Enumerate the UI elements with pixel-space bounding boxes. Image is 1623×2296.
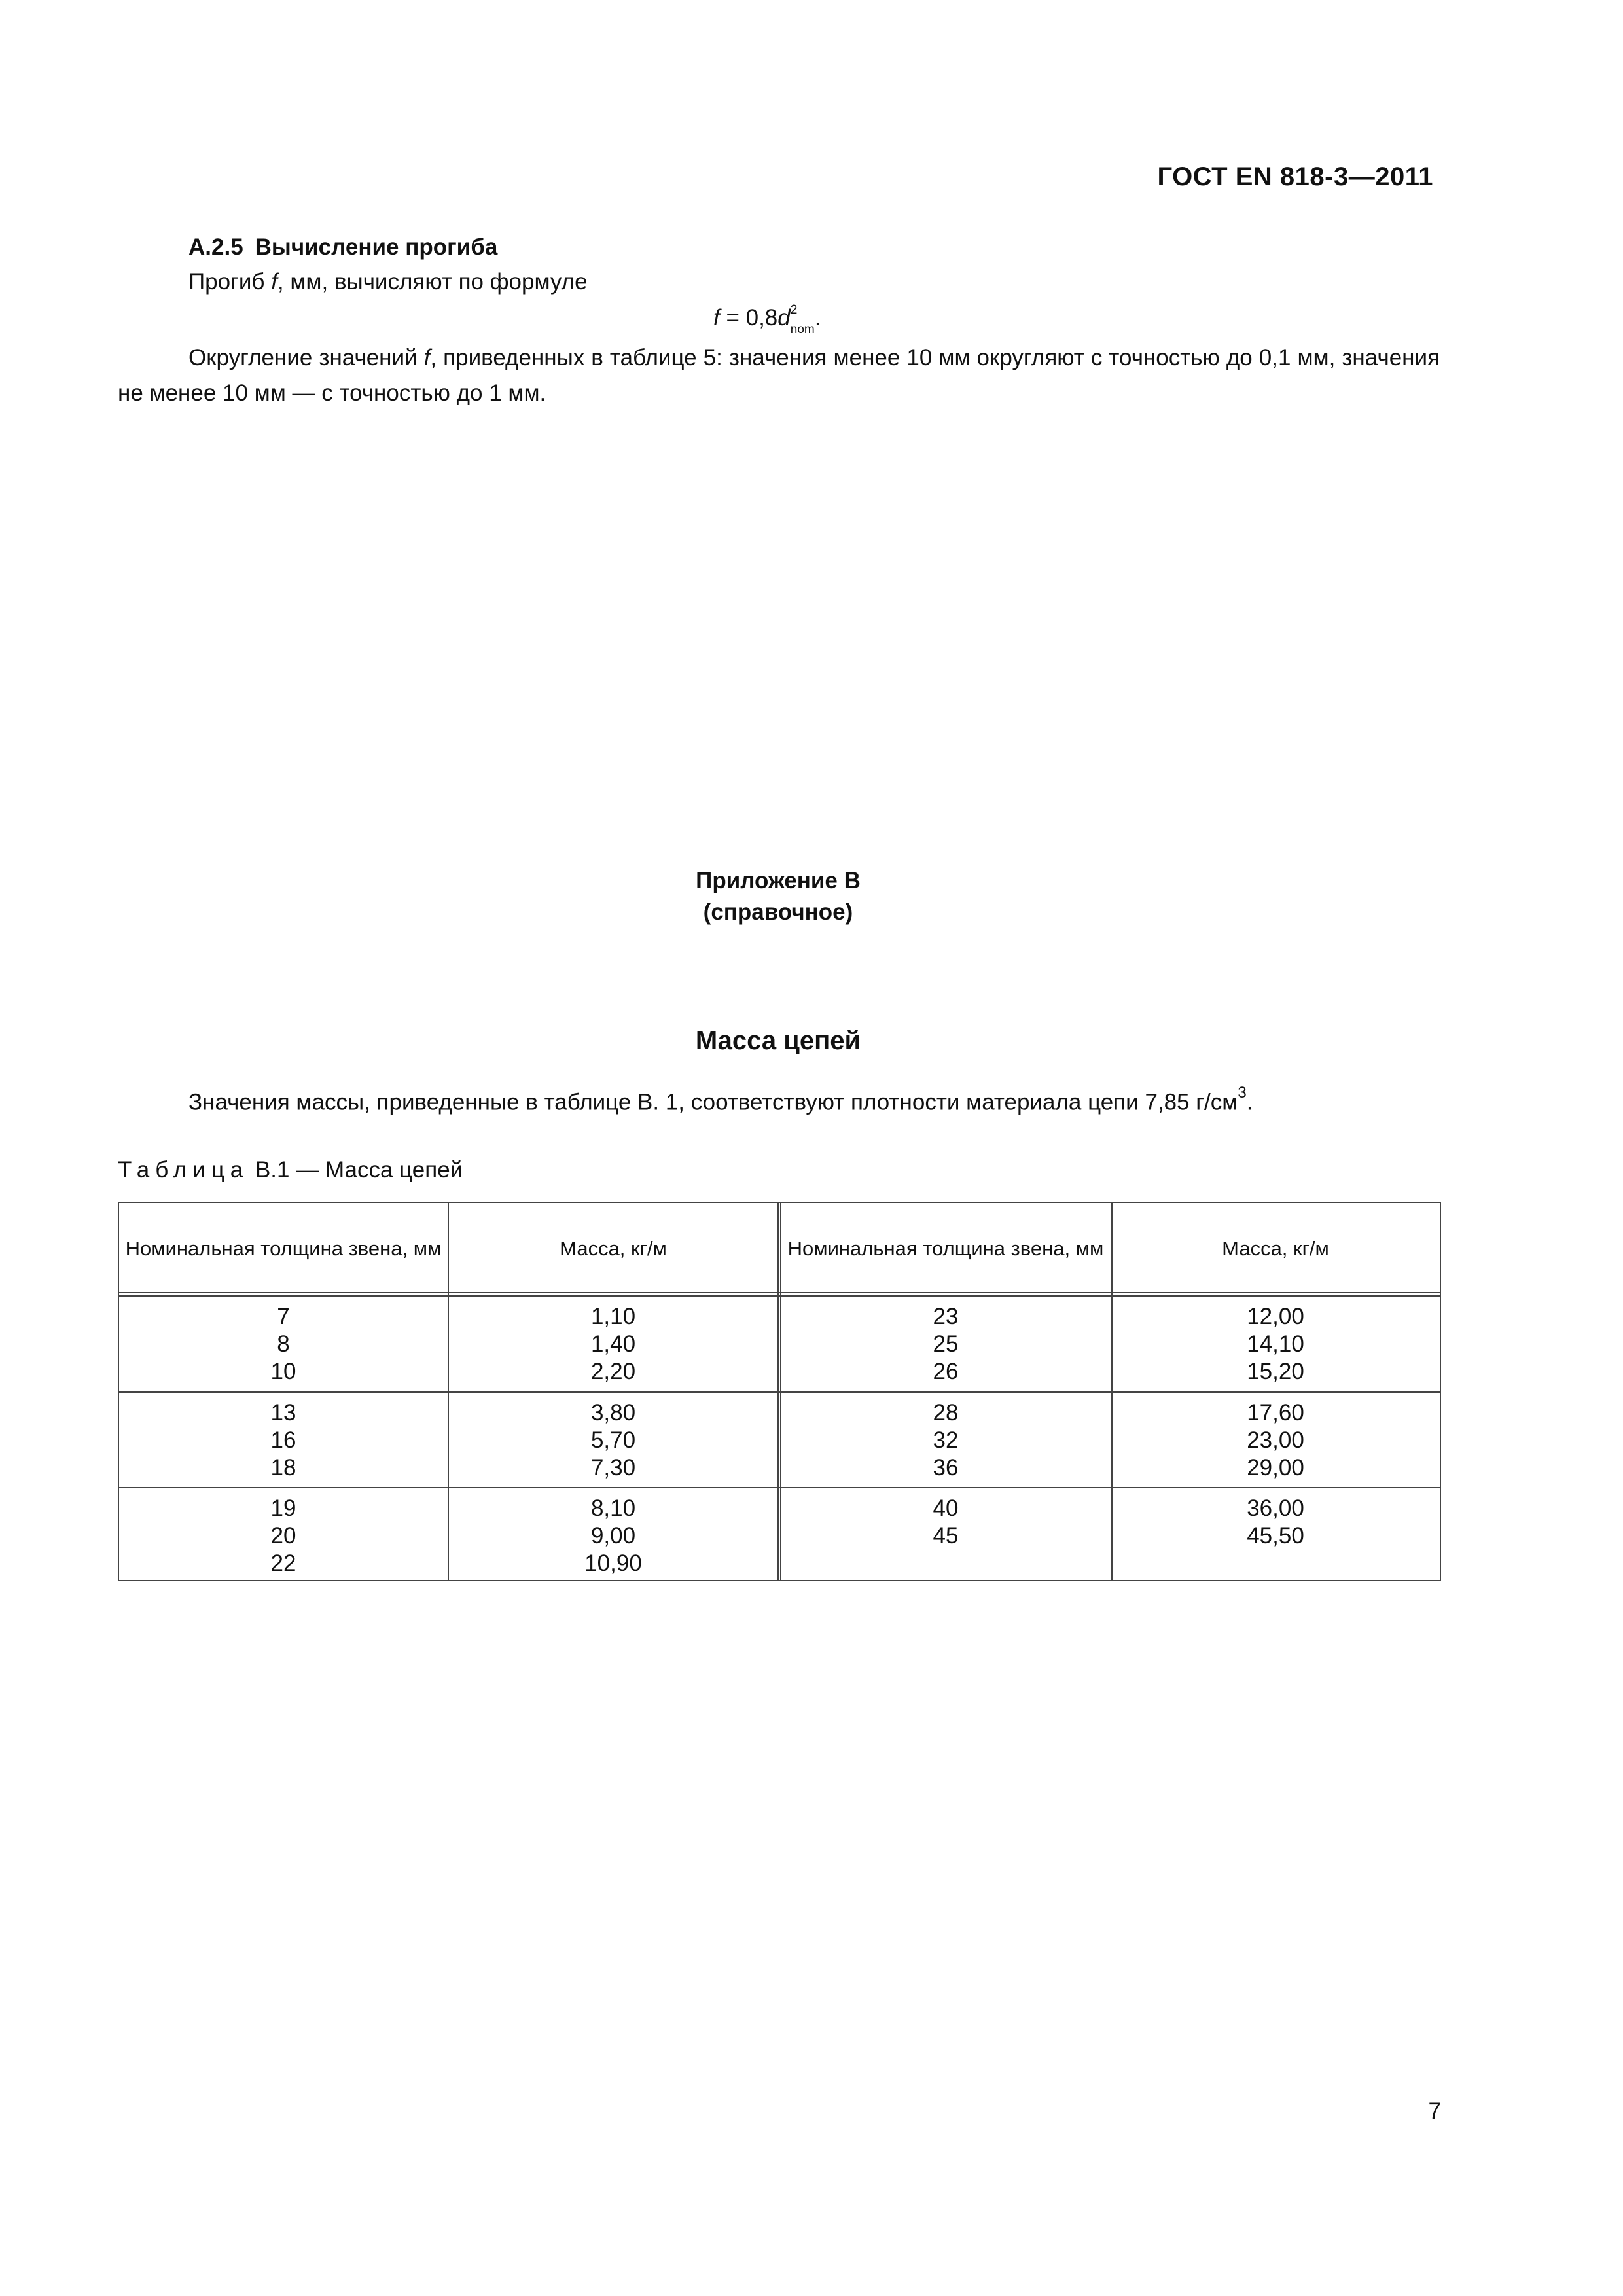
header-mass-left: Масса, кг/м — [560, 1237, 667, 1260]
table-cell: 14,10 — [1247, 1331, 1304, 1357]
group-2-mass-left — [448, 1393, 779, 1482]
density-note-end: . — [1246, 1089, 1253, 1115]
table-caption-label: Таблица — [118, 1157, 249, 1183]
rounding-suffix: , приведенных в таблице 5: значения менее 10 мм округляют с точностью до 0,1 мм, значения не менее 10 мм — с точностью до 1 мм. — [118, 345, 1440, 406]
chain-mass-table — [118, 1202, 1441, 1581]
group-3-thickness-left — [119, 1488, 448, 1577]
table-cell: 17,60 — [1247, 1400, 1304, 1426]
group-2-mass-right — [1111, 1393, 1440, 1482]
group-1-thickness-left — [119, 1297, 448, 1386]
table-cell: 1,10 — [590, 1304, 636, 1329]
table-cell: 36 — [933, 1455, 959, 1480]
header-thickness-right: Номинальная толщина звена, мм — [787, 1237, 1104, 1260]
table-cell: 20 — [270, 1523, 296, 1549]
formula-lhs: f — [713, 305, 720, 331]
group-1-mass-left — [448, 1297, 779, 1386]
table-cell: 19 — [270, 1496, 296, 1521]
section-title: Вычисление прогиба — [255, 234, 498, 260]
table-cell: 7,30 — [590, 1455, 636, 1480]
table-cell: 5,70 — [590, 1427, 636, 1453]
table-cell: 12,00 — [1247, 1304, 1304, 1329]
table-cell: 40 — [933, 1496, 959, 1521]
table-cell: 7 — [277, 1304, 290, 1329]
table-cell: 8,10 — [590, 1496, 636, 1521]
group-1-mass-right — [1111, 1297, 1440, 1386]
header-thickness-left: Номинальная толщина звена, мм — [125, 1237, 442, 1260]
table-cell: 32 — [933, 1427, 959, 1453]
table-cell: 45 — [933, 1523, 959, 1549]
rounding-prefix: Округление значений — [188, 345, 424, 370]
table-cell: 9,00 — [590, 1523, 636, 1549]
table-cell: 29,00 — [1247, 1455, 1304, 1480]
table-cell: 45,50 — [1247, 1523, 1304, 1549]
table-cell: 23,00 — [1247, 1427, 1304, 1453]
rounding-variable: f — [423, 345, 431, 370]
group-2-thickness-right — [780, 1393, 1111, 1482]
intro-prefix: Прогиб — [188, 269, 272, 295]
table-cell: 28 — [933, 1400, 959, 1426]
rounding-paragraph — [118, 340, 1440, 411]
formula-eq: = 0,8 — [719, 305, 778, 331]
table-cell: 23 — [933, 1304, 959, 1329]
formula-intro — [188, 264, 588, 300]
group-3-thickness-right — [780, 1488, 1111, 1550]
group-3-mass-right — [1111, 1488, 1440, 1550]
table-cell: 1,40 — [590, 1331, 636, 1357]
table-cell: 25 — [933, 1331, 959, 1357]
document-code: ГОСТ EN 818-3—2011 — [1157, 162, 1433, 191]
density-note-sup: 3 — [1238, 1084, 1247, 1102]
formula-exponent: 2 — [790, 303, 798, 317]
table-cell: 3,80 — [590, 1400, 636, 1426]
table-cell: 10 — [270, 1359, 296, 1384]
intro-variable: f — [271, 269, 277, 295]
appendix-heading: Масса цепей — [695, 1026, 861, 1055]
table-cell: 2,20 — [590, 1359, 636, 1384]
table-cell: 18 — [270, 1455, 296, 1480]
section-number: А.2.5 — [188, 234, 243, 260]
appendix-subtitle: (справочное) — [703, 899, 853, 925]
formula-subscript: nom — [790, 323, 815, 336]
deflection-formula — [713, 305, 821, 334]
intro-suffix: , мм, вычисляют по формуле — [277, 269, 588, 295]
table-cell: 8 — [277, 1331, 290, 1357]
table-cell: 13 — [270, 1400, 296, 1426]
table-cell: 16 — [270, 1427, 296, 1453]
density-note — [188, 1084, 1253, 1116]
table-caption-title: В.1 — Масса цепей — [249, 1157, 463, 1183]
table-cell: 10,90 — [584, 1551, 642, 1576]
header-mass-right: Масса, кг/м — [1222, 1237, 1329, 1260]
group-3-mass-left — [448, 1488, 779, 1577]
formula-end: . — [814, 305, 821, 331]
table-caption — [118, 1157, 463, 1183]
formula-var: d — [777, 305, 791, 331]
appendix-title: Приложение В — [696, 868, 861, 893]
density-note-text: Значения массы, приведенные в таблице В. 1, соответствуют плотности материала цепи 7,85 г/см — [188, 1089, 1238, 1115]
table-cell: 15,20 — [1247, 1359, 1304, 1384]
page-number: 7 — [1428, 2098, 1441, 2124]
table-cell: 36,00 — [1247, 1496, 1304, 1521]
group-1-thickness-right — [780, 1297, 1111, 1386]
group-2-thickness-left — [119, 1393, 448, 1482]
table-cell: 26 — [933, 1359, 959, 1384]
table-cell: 22 — [270, 1551, 296, 1576]
section-heading — [188, 234, 497, 260]
header-divider — [119, 1292, 1440, 1297]
